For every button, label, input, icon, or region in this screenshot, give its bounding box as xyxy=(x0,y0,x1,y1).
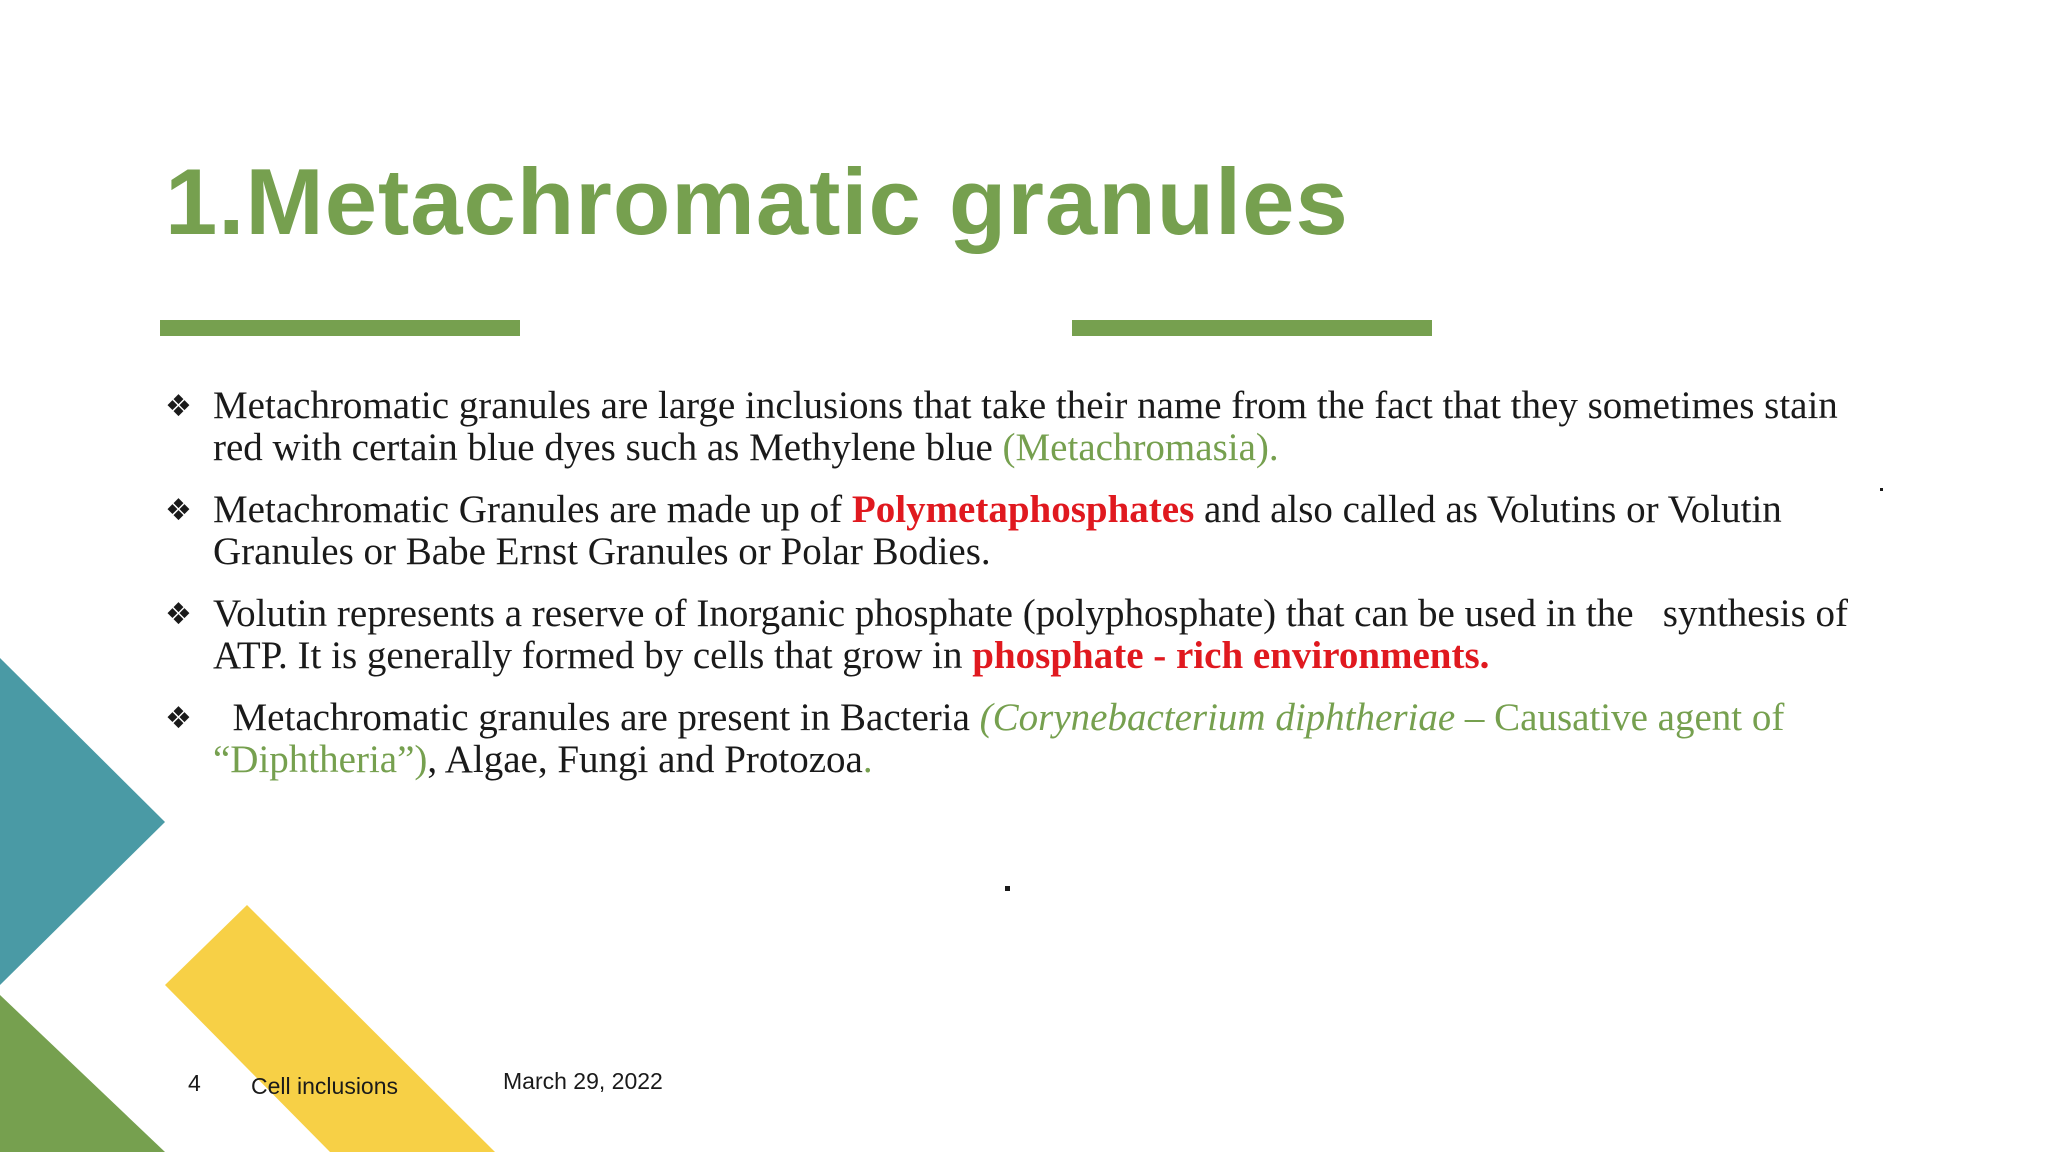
footer-date: March 29, 2022 xyxy=(503,1068,663,1094)
bullet-text: Metachromatic granules are present in Bacteria xyxy=(213,696,980,739)
bullet-text-green: . xyxy=(862,738,873,781)
yellow-parallelogram xyxy=(165,905,495,1152)
bullet-text-red: phosphate - rich environments. xyxy=(972,634,1490,677)
slide-title: 1.Metachromatic granules xyxy=(165,149,1349,254)
diamond-bullet-icon: ❖ xyxy=(165,389,192,424)
bullet-item xyxy=(165,697,1885,781)
bullet-text-red: Polymetaphosphates xyxy=(851,488,1195,531)
teal-triangle xyxy=(0,658,165,985)
title-underline-left xyxy=(160,320,520,336)
footer-section-title: Cell inclusions xyxy=(251,1073,399,1099)
bullet-text-green: (Metachromasia). xyxy=(1002,426,1279,469)
bullet-item xyxy=(165,593,1885,677)
bullet-item xyxy=(165,385,1885,469)
stray-dot xyxy=(1005,886,1010,891)
title-underline-right xyxy=(1072,320,1432,336)
bullet-text: , Algae, Fungi and Protozoa xyxy=(427,738,863,781)
bullet-text: Metachromatic granules are large inclusions that take their name from the fact that they sometimes stain red with certain blue dyes such as Methylene blue xyxy=(213,384,1838,469)
footer-page-number: 4 xyxy=(188,1070,201,1096)
bullet-text-green-italic: (Corynebacterium diphtheriae – xyxy=(979,696,1495,739)
bullet-text: Volutin represents a reserve of Inorganic phosphate (polyphosphate) that can be used in the synthesis of ATP. It is generally formed by cells that grow in xyxy=(213,592,1856,677)
bullet-list xyxy=(165,385,1885,801)
bullet-item xyxy=(165,489,1885,573)
diamond-bullet-icon: ❖ xyxy=(165,493,192,528)
green-triangle xyxy=(0,995,165,1152)
diamond-bullet-icon: ❖ xyxy=(165,597,192,632)
diamond-bullet-icon: ❖ xyxy=(165,701,192,736)
bullet-text-green: Causative agent of “Diphtheria”) xyxy=(213,696,1785,781)
stray-dot xyxy=(1880,488,1883,491)
bullet-text: Metachromatic Granules are made up of xyxy=(213,488,852,531)
bullet-text: and also called as Volutins or Volutin Granules or Babe Ernst Granules or Polar Bodies. xyxy=(213,488,1782,573)
